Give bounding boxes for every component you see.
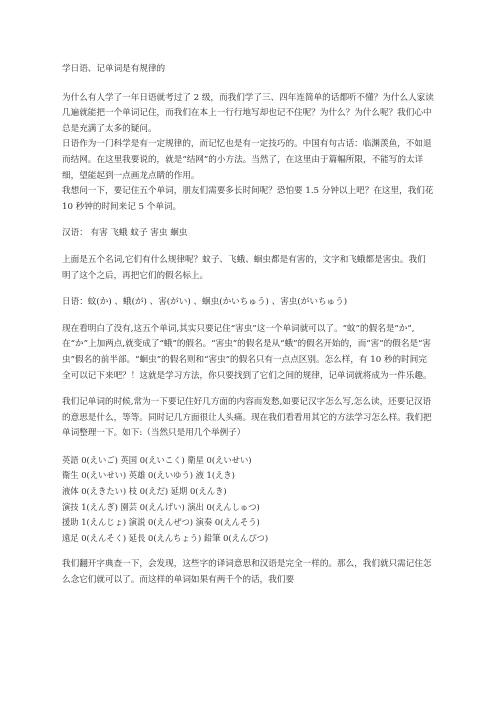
paragraph-method: 我们记单词的时候,常为一下要记住好几方面的内容而发愁,如要记汉字怎么写,怎么读，还要记汉语的意思是什么，等等。同时记几方面很让人头痛。现在我们看看用其它的方法学习怎么样。我们把单词整理一下。如下:（当然只是用几个举例子）: [62, 397, 432, 439]
paragraph-question: 我想问一下，要记住五个单词，朋友们需要多长时间呢？恐怕要 1.5 分钟以上吧？在这里，我们花 10 秒钟的时间来记 5 个单词。: [62, 186, 434, 212]
example-row: 援助 1(えんじょ) 演説 0(えんぜつ) 演奏 0(えんそう): [62, 517, 260, 528]
example-row: 英語 0(えいご) 英国 0(えいこく) 衛星 0(えいせい): [62, 454, 252, 465]
example-row: 液体 0(えきたい) 枝 0(えだ) 延期 0(えんき): [62, 486, 227, 497]
paragraph-explanation: 现在看明白了没有,这五个单词,其实只要记住“害虫”这一个单词就可以了。“蚊”的假名是“か”,在“か”上加两点,就变成了“蛾”的假名。“害虫”的假名是从“蛾”的假名开始的，而“害”的假名是“害虫”假名的前半部。“蛔虫”的假名则和“害虫”的假名只有一点点区别。怎么样，有 10 秒的时间完全可以记下来吧？！这就是学习方法，你只要找到了它们之间的规律，记单词就将成为一件乐趣。: [62, 323, 432, 381]
paragraph-intro: 为什么有人学了一年日语就考过了 2 级，而我们学了三、四年连简单的话都听不懂？为什么人家读几遍就能把一个单词记住，而我们在本上一行行地写却也记不住呢？为什么？为什么呢？我们心中总是充满了太多的疑问。: [62, 92, 434, 134]
document-title: 学日语、记单词是有规律的: [62, 64, 166, 74]
chinese-word-line: 汉语： 有害 飞蛾 蚊子 害虫 蛔虫: [62, 228, 188, 239]
example-row: 衛生 0(えいせい) 英雄 0(えいゆう) 液 1(えき): [62, 470, 235, 481]
example-list: [62, 453, 434, 547]
paragraph-conclusion: 我们翻开字典查一下，会发现，这些字的译词意思和汉语是完全一样的。那么，我们就只需记住怎么念它们就可以了。而这样的单词如果有两千个的话，我们要: [62, 559, 432, 586]
japanese-word-line: 日语：蚊(か) 、蛾(が) 、害(がい) 、蛔虫(かいちゅう) 、害虫(がいちゅう): [62, 297, 348, 308]
paragraph-pattern: 上面是五个名词,它们有什么规律呢？蚊子、飞蛾、蛔虫都是有害的，文字和飞蛾都是害虫。我们明了这个之后，再把它们的假名标上。: [62, 254, 426, 281]
paragraph-rules: 日语作为一门科学是有一定规律的，而记忆也是有一定技巧的。中国有句古话：临渊羡鱼，不如退而结网。在这里我要说的，就是“结网”的小方法。当然了，在这里由于篇幅所限，不能写的太详细，望能起到一点画龙点睛的作用。: [62, 139, 432, 181]
example-row: 演技 1(えんぎ) 園芸 0(えんげい) 演出 0(えんしゅつ): [62, 501, 260, 512]
document-page: [62, 62, 434, 589]
example-row: 遠足 0(えんそく) 延長 0(えんちょう) 鉛筆 0(えんぴつ): [62, 532, 269, 543]
